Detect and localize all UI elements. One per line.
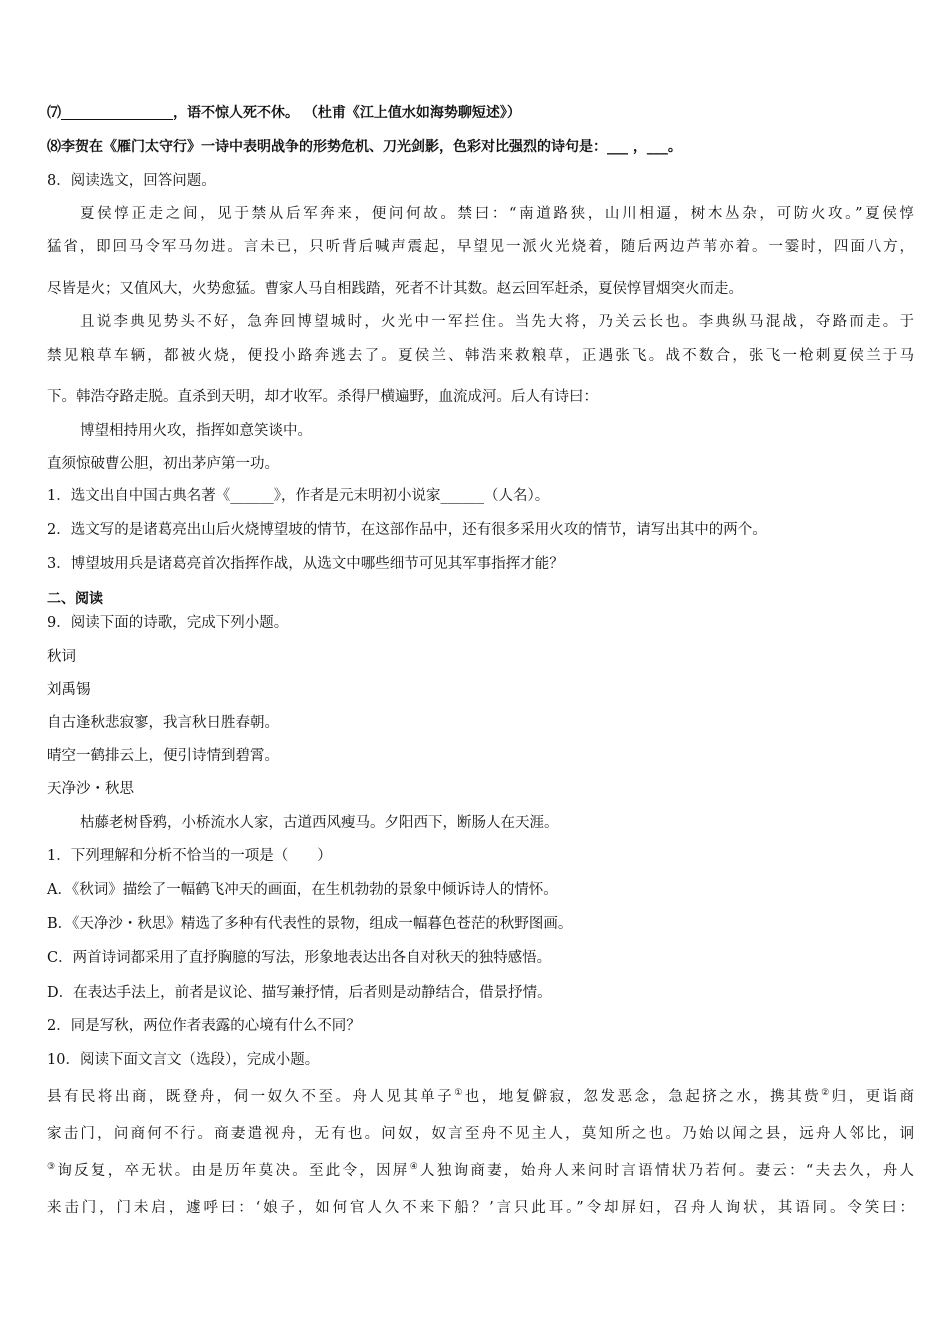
q10-text-line1: 县有民将出商，既登舟，伺一奴久不至。舟人见其单子①也，地复僻寂，忽发恶念，急起挤之水，携其赀②归，更诣商	[47, 1088, 915, 1105]
q7-fill-line	[47, 103, 914, 123]
q9-sub1: 1．下列理解和分析不恰当的一项是（ ）	[47, 848, 332, 864]
q8-sub1: 1．选文出自中国古典名著《______》，作者是元末明初小说家______（人名）。	[47, 488, 550, 504]
q8-title: 8．阅读选文，回答问题。	[47, 173, 216, 189]
q7-number: ⑺	[47, 105, 61, 121]
q8-p2-line2: 禁见粮草车辆，都被火烧，便投小路奔逃去了。夏侯兰、韩浩来救粮草，正遇张飞。战不数合，张飞一枪刺夏侯兰于马	[47, 348, 914, 364]
q8-fill-line: ⑻李贺在《雁门太守行》一诗中表明战争的形势危机、刀光剑影，色彩对比强烈的诗句是：___ ，___。	[47, 139, 682, 155]
poem-b-text: 枯藤老树昏鸦，小桥流水人家，古道西风瘦马。夕阳西下，断肠人在天涯。	[80, 815, 559, 831]
q8-p2-line1: 且说李典见势头不好，急奔回博望城时，火光中一军拦住。当先大将，乃关云长也。李典纵马混战，夺路而走。于	[80, 314, 914, 330]
q10-text-line4: 来击门，门未启，遽呼曰：‘娘子，如何官人久不来下船？’言只此耳。”令却屏妇，召舟人询状，其语同。令笑曰：	[47, 1200, 914, 1216]
q10-text-line2: 家击门，问商何不行。商妻遣视舟，无有也。问奴，奴言至舟不见主人，莫知所之也。乃始以闻之县，远舟人邻比，诇	[47, 1126, 914, 1142]
q8-p2-line3: 下。韩浩夺路走脱。直杀到天明，却才收军。杀得尸横遍野，血流成河。后人有诗曰：	[47, 389, 598, 405]
note-marker-2: ②	[821, 1088, 832, 1098]
q8-p1-line2: 猛省，即回马令军马勿进。言未已，只听背后喊声震起，早望见一派火光烧着，随后两边芦苇亦着。一霎时，四面八方，	[47, 239, 914, 255]
q9-option-c: C．两首诗词都采用了直抒胸臆的写法，形象地表达出各自对秋天的独特感悟。	[47, 950, 552, 966]
q8-sub3: 3．博望坡用兵是诸葛亮首次指挥作战，从选文中哪些细节可见其军事指挥才能？	[47, 556, 564, 572]
note-marker-4: ④	[409, 1162, 421, 1172]
note-marker-3: ③	[47, 1162, 58, 1172]
q10-text-line3: ③询反复，卒无状。由是历年莫决。至此令，因屏④人独询商妻，始舟人来问时言语情状乃若何。妻云：“夫去久，舟人	[47, 1162, 915, 1179]
q8-p1-line3: 尽皆是火；又值风大，火势愈猛。曹家人马自相践踏，死者不计其数。赵云回军赶杀，夏侯惇冒烟突火而走。	[47, 281, 743, 297]
poem-a-line1: 自古逢秋悲寂寥，我言秋日胜春朝。	[47, 715, 279, 731]
q7-text: ，语不惊人死不休。 （杜甫《江上值水如海势聊短述》）	[173, 105, 521, 121]
poem-b-title: 天净沙・秋思	[47, 781, 134, 797]
q8-poem-line2: 直须惊破曹公胆，初出茅庐第一功。	[47, 456, 279, 472]
q9-option-b: B．《天净沙・秋思》精选了多种有代表性的景物，组成一幅暮色苍茫的秋野图画。	[47, 916, 573, 932]
q8-poem-line1: 博望相持用火攻，指挥如意笑谈中。	[80, 423, 312, 439]
q9-option-d: D．在表达手法上，前者是议论、描写兼抒情，后者则是动静结合，借景抒情。	[47, 985, 552, 1001]
q7-blank	[61, 105, 173, 120]
poem-a-author: 刘禹锡	[47, 682, 91, 698]
q9-title: 9．阅读下面的诗歌，完成下列小题。	[47, 615, 289, 631]
q9-sub2: 2．同是写秋，两位作者表露的心境有什么不同？	[47, 1018, 361, 1034]
q10-title: 10．阅读下面文言文（选段），完成小题。	[47, 1052, 320, 1068]
q9-option-a: A．《秋词》描绘了一幅鹤飞冲天的画面，在生机勃勃的景象中倾诉诗人的情怀。	[47, 882, 558, 898]
q8-sub2: 2．选文写的是诸葛亮出山后火烧博望坡的情节，在这部作品中，还有很多采用火攻的情节，请写出其中的两个。	[47, 522, 767, 538]
poem-a-title: 秋词	[47, 649, 76, 665]
poem-a-line2: 晴空一鹤排云上，便引诗情到碧霄。	[47, 748, 279, 764]
section-heading-reading: 二、阅读	[47, 591, 103, 607]
note-marker-1: ①	[454, 1088, 465, 1098]
q8-p1-line1: 夏侯惇正走之间，见于禁从后军奔来，便问何故。禁曰：“南道路狭，山川相逼，树木丛杂，可防火攻。”夏侯惇	[80, 206, 914, 222]
